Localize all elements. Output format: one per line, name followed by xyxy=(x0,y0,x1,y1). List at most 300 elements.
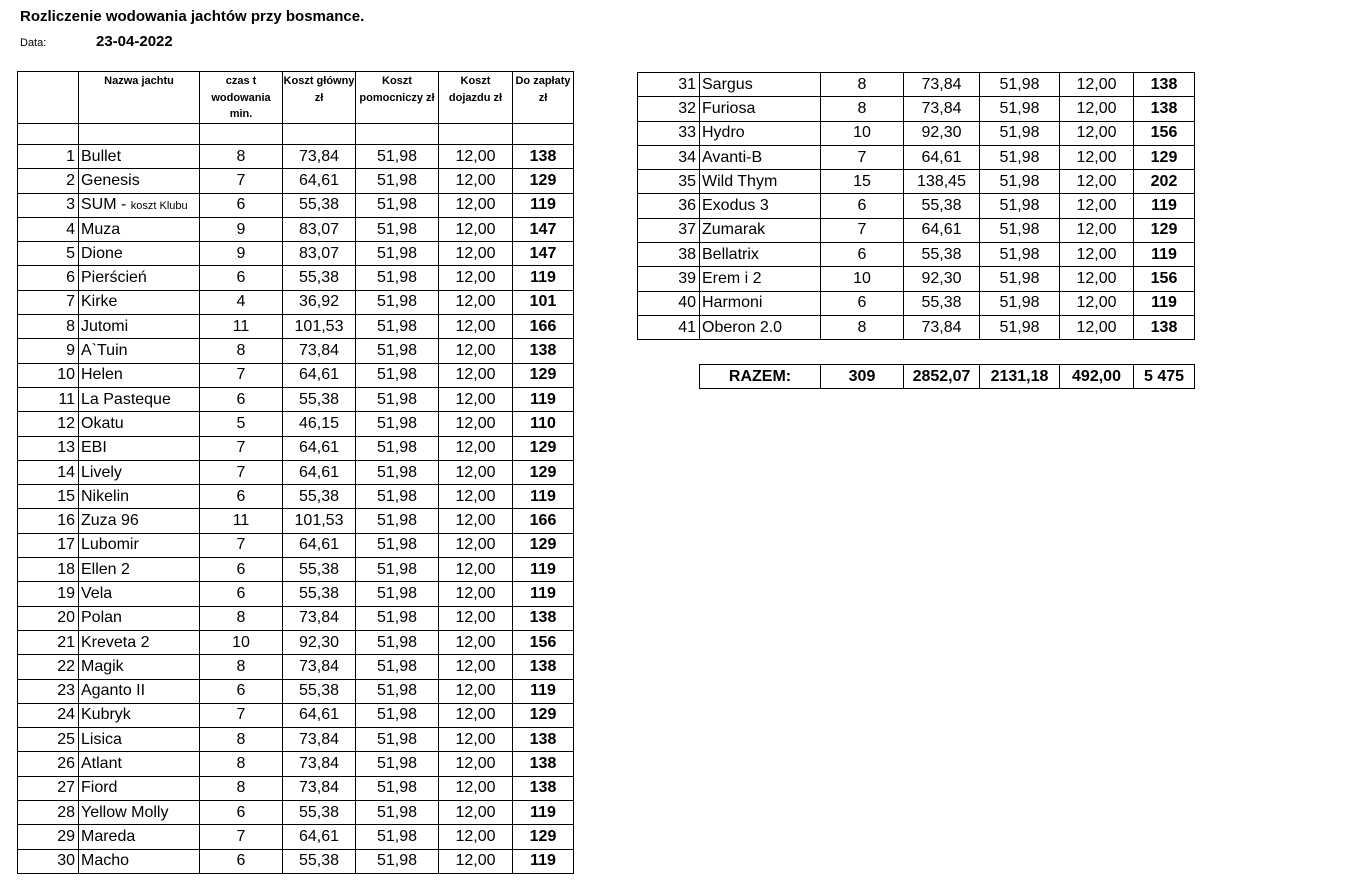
yacht-name-text: Zuza 96 xyxy=(81,512,139,530)
aux-cost: 51,98 xyxy=(980,267,1060,291)
yacht-table-left xyxy=(17,71,574,874)
main-cost: 64,61 xyxy=(283,363,356,387)
table-row xyxy=(638,170,1195,194)
aux-cost: 51,98 xyxy=(980,73,1060,97)
amount-to-pay: 166 xyxy=(513,509,574,533)
travel-cost: 12,00 xyxy=(1060,73,1134,97)
yacht-name-text: Kirke xyxy=(81,293,118,311)
yacht-name xyxy=(79,703,200,727)
travel-cost: 12,00 xyxy=(439,145,513,169)
totals-label: RAZEM: xyxy=(700,365,821,389)
launch-time: 10 xyxy=(821,267,904,291)
row-number: 27 xyxy=(18,776,79,800)
launch-time: 6 xyxy=(200,679,283,703)
yacht-name-text: Dione xyxy=(81,244,123,262)
header-travel-cost: Koszt dojazdu zł xyxy=(439,72,513,124)
launch-time: 8 xyxy=(200,728,283,752)
travel-cost: 12,00 xyxy=(439,679,513,703)
travel-cost: 12,00 xyxy=(439,412,513,436)
yacht-note: koszt Klubu xyxy=(130,199,188,212)
yacht-name xyxy=(79,558,200,582)
main-cost: 46,15 xyxy=(283,412,356,436)
yacht-name xyxy=(79,217,200,241)
table-row xyxy=(18,606,574,630)
table-row xyxy=(18,436,574,460)
table-row xyxy=(638,145,1195,169)
main-cost: 55,38 xyxy=(283,582,356,606)
main-cost: 83,07 xyxy=(283,242,356,266)
yacht-name-text: SUM - xyxy=(81,195,127,213)
row-number: 31 xyxy=(638,73,700,97)
table-row xyxy=(18,582,574,606)
travel-cost: 12,00 xyxy=(439,801,513,825)
row-number: 8 xyxy=(18,315,79,339)
yacht-name xyxy=(79,315,200,339)
aux-cost: 51,98 xyxy=(356,145,439,169)
travel-cost: 12,00 xyxy=(439,266,513,290)
aux-cost: 51,98 xyxy=(356,776,439,800)
yacht-name-text: Okatu xyxy=(81,414,124,432)
amount-to-pay: 110 xyxy=(513,412,574,436)
totals-aux-cost: 2131,18 xyxy=(980,365,1060,389)
table-row xyxy=(18,217,574,241)
main-cost: 73,84 xyxy=(283,752,356,776)
totals-main-cost: 2852,07 xyxy=(904,365,980,389)
header-main-cost: Koszt główny zł xyxy=(283,72,356,124)
travel-cost: 12,00 xyxy=(1060,145,1134,169)
table-row xyxy=(18,558,574,582)
main-cost: 64,61 xyxy=(283,436,356,460)
row-number: 21 xyxy=(18,630,79,654)
amount-to-pay: 119 xyxy=(513,582,574,606)
row-number: 11 xyxy=(18,387,79,411)
travel-cost: 12,00 xyxy=(439,655,513,679)
amount-to-pay: 119 xyxy=(1134,243,1195,267)
yacht-name-text: Wild Thym xyxy=(702,172,778,190)
table-row xyxy=(18,849,574,873)
amount-to-pay: 156 xyxy=(1134,267,1195,291)
yacht-name-text: Kreveta 2 xyxy=(81,633,150,651)
amount-to-pay: 129 xyxy=(513,533,574,557)
yacht-name-text: Helen xyxy=(81,366,123,384)
yacht-name xyxy=(79,387,200,411)
aux-cost: 51,98 xyxy=(356,849,439,873)
yacht-name-text: La Pasteque xyxy=(81,390,171,408)
travel-cost: 12,00 xyxy=(1060,291,1134,315)
launch-time: 8 xyxy=(821,315,904,339)
yacht-name-text: Harmoni xyxy=(702,294,763,312)
aux-cost: 51,98 xyxy=(356,606,439,630)
main-cost: 55,38 xyxy=(283,849,356,873)
yacht-name-text: Jutomi xyxy=(81,317,129,335)
yacht-name xyxy=(79,339,200,363)
amount-to-pay: 129 xyxy=(1134,218,1195,242)
date-value: 23-04-2022 xyxy=(96,33,173,50)
yacht-name-text: Lively xyxy=(81,463,122,481)
main-cost: 92,30 xyxy=(904,121,980,145)
row-number: 1 xyxy=(18,145,79,169)
date-label: Data: xyxy=(20,37,47,49)
aux-cost: 51,98 xyxy=(356,582,439,606)
table-row xyxy=(638,218,1195,242)
amount-to-pay: 119 xyxy=(513,266,574,290)
table-row xyxy=(18,801,574,825)
yacht-name xyxy=(79,752,200,776)
main-cost: 55,38 xyxy=(283,679,356,703)
travel-cost: 12,00 xyxy=(439,776,513,800)
launch-time: 7 xyxy=(200,460,283,484)
aux-cost: 51,98 xyxy=(356,436,439,460)
row-number: 36 xyxy=(638,194,700,218)
blank-cell xyxy=(283,124,356,145)
travel-cost: 12,00 xyxy=(1060,218,1134,242)
amount-to-pay: 119 xyxy=(513,485,574,509)
row-number: 5 xyxy=(18,242,79,266)
amount-to-pay: 119 xyxy=(513,849,574,873)
travel-cost: 12,00 xyxy=(439,290,513,314)
travel-cost: 12,00 xyxy=(439,363,513,387)
main-cost: 36,92 xyxy=(283,290,356,314)
yacht-name xyxy=(79,193,200,217)
main-cost: 73,84 xyxy=(283,145,356,169)
yacht-name xyxy=(700,170,821,194)
launch-time: 8 xyxy=(200,339,283,363)
yacht-name-text: EBI xyxy=(81,439,107,457)
main-cost: 73,84 xyxy=(283,339,356,363)
amount-to-pay: 129 xyxy=(513,169,574,193)
yacht-name xyxy=(700,97,821,121)
main-cost: 73,84 xyxy=(283,606,356,630)
launch-time: 7 xyxy=(200,363,283,387)
aux-cost: 51,98 xyxy=(980,121,1060,145)
table-row xyxy=(18,169,574,193)
travel-cost: 12,00 xyxy=(439,558,513,582)
aux-cost: 51,98 xyxy=(356,703,439,727)
travel-cost: 12,00 xyxy=(439,606,513,630)
launch-time: 8 xyxy=(200,145,283,169)
launch-time: 6 xyxy=(200,193,283,217)
travel-cost: 12,00 xyxy=(439,752,513,776)
launch-time: 6 xyxy=(821,194,904,218)
main-cost: 55,38 xyxy=(283,801,356,825)
yacht-name-text: Muza xyxy=(81,220,121,238)
row-number: 25 xyxy=(18,728,79,752)
yacht-name xyxy=(700,267,821,291)
launch-time: 9 xyxy=(200,242,283,266)
amount-to-pay: 129 xyxy=(513,363,574,387)
left-table-body xyxy=(18,145,574,874)
yacht-name xyxy=(79,606,200,630)
main-cost: 73,84 xyxy=(283,655,356,679)
launch-time: 6 xyxy=(200,558,283,582)
launch-time: 10 xyxy=(821,121,904,145)
yacht-name-text: Fiord xyxy=(81,779,118,797)
launch-time: 6 xyxy=(200,266,283,290)
yacht-name xyxy=(79,801,200,825)
main-cost: 64,61 xyxy=(283,703,356,727)
main-cost: 64,61 xyxy=(904,218,980,242)
aux-cost: 51,98 xyxy=(356,242,439,266)
totals-travel-cost: 492,00 xyxy=(1060,365,1134,389)
aux-cost: 51,98 xyxy=(356,728,439,752)
main-cost: 55,38 xyxy=(283,485,356,509)
aux-cost: 51,98 xyxy=(356,533,439,557)
row-number: 22 xyxy=(18,655,79,679)
travel-cost: 12,00 xyxy=(439,703,513,727)
launch-time: 11 xyxy=(200,315,283,339)
table-row xyxy=(638,315,1195,339)
aux-cost: 51,98 xyxy=(356,193,439,217)
yacht-name xyxy=(79,630,200,654)
travel-cost: 12,00 xyxy=(439,242,513,266)
yacht-name xyxy=(79,582,200,606)
amount-to-pay: 119 xyxy=(1134,194,1195,218)
travel-cost: 12,00 xyxy=(439,387,513,411)
amount-to-pay: 119 xyxy=(1134,291,1195,315)
aux-cost: 51,98 xyxy=(980,97,1060,121)
travel-cost: 12,00 xyxy=(439,339,513,363)
table-row xyxy=(18,825,574,849)
main-cost: 64,61 xyxy=(283,825,356,849)
travel-cost: 12,00 xyxy=(439,533,513,557)
aux-cost: 51,98 xyxy=(356,679,439,703)
aux-cost: 51,98 xyxy=(356,217,439,241)
yacht-name xyxy=(79,363,200,387)
launch-time: 7 xyxy=(200,436,283,460)
aux-cost: 51,98 xyxy=(356,387,439,411)
table-row xyxy=(18,339,574,363)
travel-cost: 12,00 xyxy=(1060,170,1134,194)
row-number: 18 xyxy=(18,558,79,582)
launch-time: 10 xyxy=(200,630,283,654)
yacht-name xyxy=(79,145,200,169)
amount-to-pay: 138 xyxy=(513,339,574,363)
row-number: 16 xyxy=(18,509,79,533)
amount-to-pay: 166 xyxy=(513,315,574,339)
launch-time: 7 xyxy=(200,825,283,849)
main-cost: 64,61 xyxy=(283,169,356,193)
yacht-name-text: Lisica xyxy=(81,730,122,748)
row-number: 15 xyxy=(18,485,79,509)
launch-time: 9 xyxy=(200,217,283,241)
table-row xyxy=(18,509,574,533)
aux-cost: 51,98 xyxy=(356,266,439,290)
row-number: 10 xyxy=(18,363,79,387)
row-number: 17 xyxy=(18,533,79,557)
amount-to-pay: 147 xyxy=(513,217,574,241)
aux-cost: 51,98 xyxy=(356,752,439,776)
table-row xyxy=(18,315,574,339)
main-cost: 55,38 xyxy=(904,291,980,315)
travel-cost: 12,00 xyxy=(1060,97,1134,121)
table-row xyxy=(18,290,574,314)
travel-cost: 12,00 xyxy=(439,193,513,217)
amount-to-pay: 147 xyxy=(513,242,574,266)
row-number: 38 xyxy=(638,243,700,267)
amount-to-pay: 138 xyxy=(513,606,574,630)
header-to-pay: Do zapłaty zł xyxy=(513,72,574,124)
aux-cost: 51,98 xyxy=(356,412,439,436)
launch-time: 5 xyxy=(200,412,283,436)
yacht-name-text: Vela xyxy=(81,584,113,602)
header-index xyxy=(18,72,79,124)
table-row xyxy=(18,193,574,217)
travel-cost: 12,00 xyxy=(439,315,513,339)
aux-cost: 51,98 xyxy=(356,169,439,193)
launch-time: 6 xyxy=(200,801,283,825)
launch-time: 7 xyxy=(200,703,283,727)
launch-time: 6 xyxy=(200,849,283,873)
yacht-name-text: Ellen 2 xyxy=(81,560,130,578)
yacht-name xyxy=(79,533,200,557)
yacht-name-text: Avanti-B xyxy=(702,148,763,166)
table-row xyxy=(18,679,574,703)
travel-cost: 12,00 xyxy=(439,582,513,606)
amount-to-pay: 129 xyxy=(513,825,574,849)
blank-cell xyxy=(513,124,574,145)
row-number: 33 xyxy=(638,121,700,145)
aux-cost: 51,98 xyxy=(980,170,1060,194)
aux-cost: 51,98 xyxy=(356,558,439,582)
amount-to-pay: 119 xyxy=(513,193,574,217)
launch-time: 7 xyxy=(200,533,283,557)
main-cost: 64,61 xyxy=(283,533,356,557)
row-number: 7 xyxy=(18,290,79,314)
yacht-name-text: Mareda xyxy=(81,827,136,845)
yacht-name-text: Hydro xyxy=(702,124,745,142)
totals-table xyxy=(699,364,1195,389)
row-number: 2 xyxy=(18,169,79,193)
amount-to-pay: 129 xyxy=(513,460,574,484)
right-table-body xyxy=(638,73,1195,340)
launch-time: 7 xyxy=(821,218,904,242)
yacht-name xyxy=(700,73,821,97)
amount-to-pay: 119 xyxy=(513,387,574,411)
yacht-name-text: Exodus 3 xyxy=(702,197,769,215)
blank-row xyxy=(18,124,574,145)
row-number: 6 xyxy=(18,266,79,290)
travel-cost: 12,00 xyxy=(439,169,513,193)
aux-cost: 51,98 xyxy=(356,825,439,849)
table-row xyxy=(18,412,574,436)
yacht-name xyxy=(79,509,200,533)
main-cost: 55,38 xyxy=(904,194,980,218)
row-number: 26 xyxy=(18,752,79,776)
launch-time: 8 xyxy=(200,655,283,679)
amount-to-pay: 119 xyxy=(513,679,574,703)
row-number: 35 xyxy=(638,170,700,194)
travel-cost: 12,00 xyxy=(1060,121,1134,145)
launch-time: 15 xyxy=(821,170,904,194)
launch-time: 11 xyxy=(200,509,283,533)
aux-cost: 51,98 xyxy=(356,509,439,533)
amount-to-pay: 138 xyxy=(513,752,574,776)
travel-cost: 12,00 xyxy=(439,728,513,752)
travel-cost: 12,00 xyxy=(1060,194,1134,218)
yacht-name xyxy=(79,728,200,752)
travel-cost: 12,00 xyxy=(439,460,513,484)
row-number: 32 xyxy=(638,97,700,121)
yacht-name-text: Pierścień xyxy=(81,269,147,287)
travel-cost: 12,00 xyxy=(1060,267,1134,291)
aux-cost: 51,98 xyxy=(356,655,439,679)
travel-cost: 12,00 xyxy=(439,509,513,533)
yacht-name xyxy=(79,242,200,266)
main-cost: 55,38 xyxy=(283,558,356,582)
yacht-name-text: Lubomir xyxy=(81,536,139,554)
yacht-name-text: Erem i 2 xyxy=(702,270,762,288)
yacht-name-text: Genesis xyxy=(81,171,140,189)
travel-cost: 12,00 xyxy=(439,436,513,460)
amount-to-pay: 156 xyxy=(513,630,574,654)
row-number: 14 xyxy=(18,460,79,484)
amount-to-pay: 138 xyxy=(1134,73,1195,97)
yacht-name-text: Polan xyxy=(81,609,122,627)
aux-cost: 51,98 xyxy=(980,194,1060,218)
amount-to-pay: 138 xyxy=(513,776,574,800)
launch-time: 7 xyxy=(200,169,283,193)
launch-time: 8 xyxy=(200,606,283,630)
yacht-name xyxy=(79,485,200,509)
main-cost: 73,84 xyxy=(904,97,980,121)
amount-to-pay: 138 xyxy=(1134,315,1195,339)
table-row xyxy=(18,728,574,752)
aux-cost: 51,98 xyxy=(980,315,1060,339)
main-cost: 64,61 xyxy=(904,145,980,169)
travel-cost: 12,00 xyxy=(1060,315,1134,339)
aux-cost: 51,98 xyxy=(356,363,439,387)
yacht-name xyxy=(700,218,821,242)
yacht-name xyxy=(79,825,200,849)
yacht-name-text: A`Tuin xyxy=(81,342,128,360)
yacht-name-text: Macho xyxy=(81,852,130,870)
header-time: czas t wodowania min. xyxy=(200,72,283,124)
yacht-name xyxy=(79,169,200,193)
blank-cell xyxy=(200,124,283,145)
table-row xyxy=(638,121,1195,145)
aux-cost: 51,98 xyxy=(980,291,1060,315)
travel-cost: 12,00 xyxy=(439,825,513,849)
amount-to-pay: 129 xyxy=(513,436,574,460)
amount-to-pay: 138 xyxy=(513,145,574,169)
amount-to-pay: 138 xyxy=(1134,97,1195,121)
row-number: 34 xyxy=(638,145,700,169)
main-cost: 73,84 xyxy=(283,776,356,800)
amount-to-pay: 138 xyxy=(513,655,574,679)
amount-to-pay: 156 xyxy=(1134,121,1195,145)
yacht-name xyxy=(700,121,821,145)
yacht-name-text: Yellow Molly xyxy=(81,803,169,821)
yacht-name xyxy=(79,412,200,436)
launch-time: 6 xyxy=(200,387,283,411)
table-row xyxy=(638,194,1195,218)
travel-cost: 12,00 xyxy=(1060,243,1134,267)
totals-time: 309 xyxy=(821,365,904,389)
table-row xyxy=(18,533,574,557)
yacht-name-text: Sargus xyxy=(702,75,753,93)
amount-to-pay: 119 xyxy=(513,558,574,582)
table-row xyxy=(18,703,574,727)
launch-time: 8 xyxy=(821,73,904,97)
table-row xyxy=(638,243,1195,267)
main-cost: 73,84 xyxy=(904,73,980,97)
main-cost: 101,53 xyxy=(283,315,356,339)
travel-cost: 12,00 xyxy=(439,217,513,241)
table-row xyxy=(18,460,574,484)
amount-to-pay: 119 xyxy=(513,801,574,825)
row-number: 9 xyxy=(18,339,79,363)
aux-cost: 51,98 xyxy=(356,290,439,314)
